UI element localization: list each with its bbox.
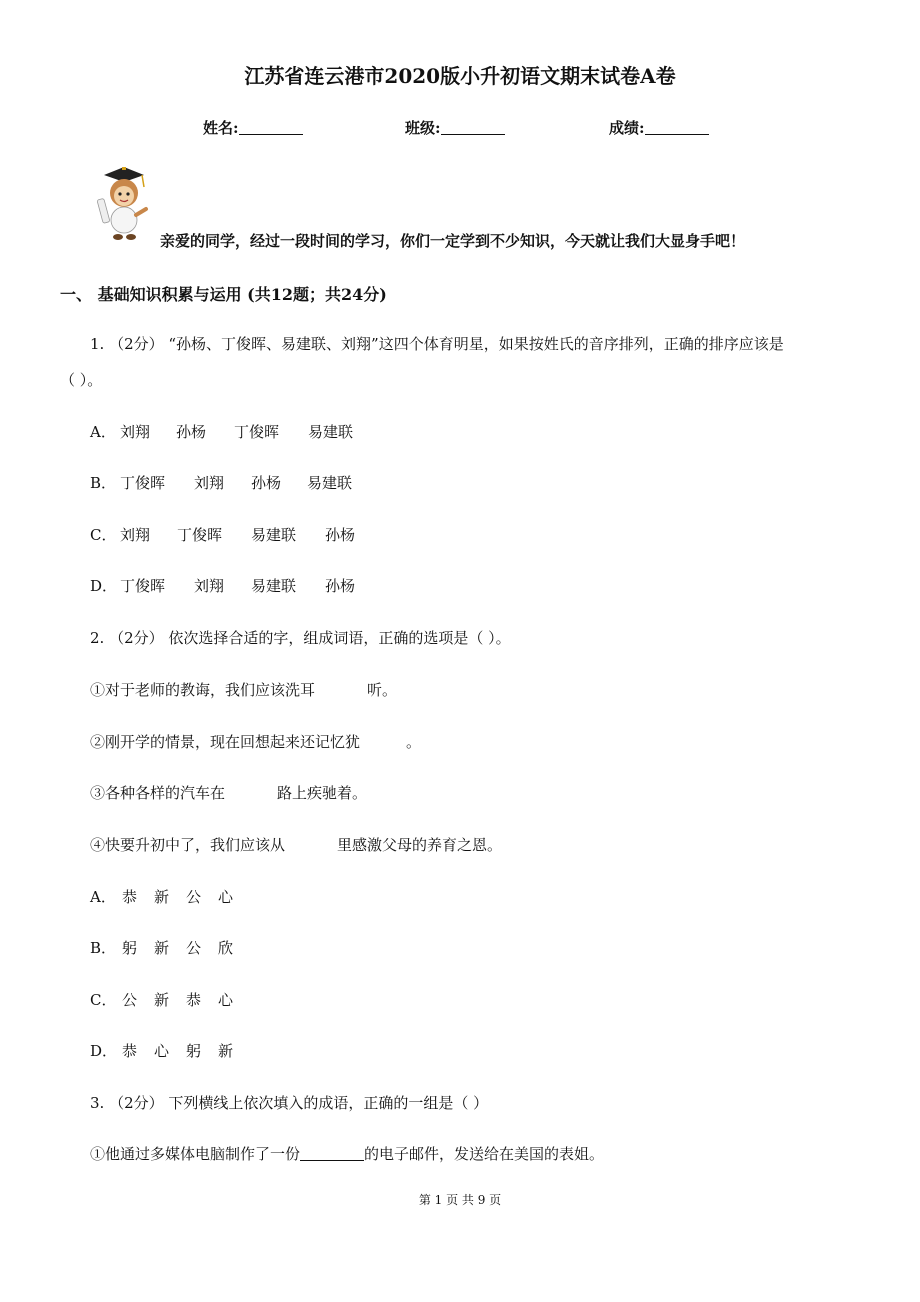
option-word: 恭 <box>122 888 138 906</box>
option-word: 刘翔 <box>120 423 151 441</box>
option-word: 刘翔 <box>194 474 225 492</box>
page-footer: 第 1 页 共 9 页 <box>418 1193 502 1207</box>
option-label: A． <box>90 423 116 441</box>
score-blank[interactable] <box>645 120 709 135</box>
option-word: 丁俊晖 <box>120 577 166 595</box>
q1-option-d[interactable] <box>90 575 355 596</box>
q2-option-c[interactable] <box>90 989 233 1010</box>
option-label: B． <box>90 474 117 492</box>
option-word: 孙杨 <box>325 526 356 544</box>
score-label: 成绩: <box>609 119 645 137</box>
q1-option-b[interactable] <box>90 472 352 493</box>
option-word: 新 <box>218 1042 234 1060</box>
option-word: 新 <box>154 939 170 957</box>
option-word: 刘翔 <box>120 526 151 544</box>
greeting-text: 亲爱的同学，经过一段时间的学习，你们一定学到不少知识，今天就让我们大显身手吧！ <box>160 232 746 250</box>
q1-stem-line2: （ ）。 <box>60 371 103 389</box>
name-field <box>203 117 303 138</box>
option-word: 恭 <box>122 1042 138 1060</box>
q1-stem-line1: 1. （2分） “孙杨、丁俊晖、易建联、刘翔”这四个体育明星，如果按姓氏的音序排列，正确的排序应该是 <box>90 335 784 353</box>
q2-option-a[interactable] <box>90 886 233 907</box>
option-word: 丁俊晖 <box>177 526 223 544</box>
option-word: 丁俊晖 <box>234 423 280 441</box>
option-word: 公 <box>122 991 138 1009</box>
name-label: 姓名: <box>203 119 239 137</box>
option-word: 心 <box>218 888 234 906</box>
q3-stem: 3. （2分） 下列横线上依次填入的成语，正确的一组是（ ） <box>90 1094 489 1112</box>
option-word: 躬 <box>186 1042 202 1060</box>
q1-option-a[interactable] <box>90 421 353 442</box>
option-word: 孙杨 <box>176 423 207 441</box>
option-word: 欣 <box>218 939 234 957</box>
option-word: 躬 <box>122 939 138 957</box>
option-label: C． <box>90 526 117 544</box>
option-word: 易建联 <box>251 577 297 595</box>
q2-option-b[interactable] <box>90 937 233 958</box>
class-field <box>405 117 505 138</box>
q1-option-c[interactable] <box>90 524 355 545</box>
q3-sentence-1 <box>90 1143 604 1164</box>
page-title: 江苏省连云港市2020版小升初语文期末试卷A卷 <box>244 64 676 88</box>
sentence-text: ①他通过多媒体电脑制作了一份 <box>90 1145 301 1163</box>
name-blank[interactable] <box>239 120 303 135</box>
option-word: 新 <box>154 991 170 1009</box>
q2-stem: 2. （2分） 依次选择合适的字，组成词语，正确的选项是（ ）。 <box>90 629 511 647</box>
option-word: 孙杨 <box>251 474 282 492</box>
mascot-icon <box>86 165 156 245</box>
option-label: B． <box>90 939 117 957</box>
option-word: 公 <box>186 888 202 906</box>
q2-sentence-4 <box>90 834 502 855</box>
option-word: 丁俊晖 <box>120 474 166 492</box>
q2-sentence-3 <box>90 782 367 803</box>
sentence-text: 的电子邮件，发送给在美国的表姐。 <box>364 1145 605 1163</box>
q2-sentence-1 <box>90 679 397 700</box>
sentence-text: 路上疾驰着。 <box>277 784 368 802</box>
option-label: A． <box>90 888 116 906</box>
option-word: 新 <box>154 888 170 906</box>
option-label: C． <box>90 991 117 1009</box>
option-label: D． <box>90 1042 118 1060</box>
option-word: 刘翔 <box>194 577 225 595</box>
sentence-text: ②刚开学的情景，现在回想起来还记忆犹 <box>90 733 361 751</box>
class-blank[interactable] <box>441 120 505 135</box>
sentence-text: 里感激父母的养育之恩。 <box>337 836 503 854</box>
option-word: 孙杨 <box>325 577 356 595</box>
option-word: 心 <box>154 1042 170 1060</box>
q2-sentence-2 <box>90 731 421 752</box>
sentence-text: ③各种各样的汽车在 <box>90 784 226 802</box>
option-word: 易建联 <box>251 526 297 544</box>
fill-blank[interactable] <box>300 1146 364 1161</box>
option-word: 易建联 <box>307 474 353 492</box>
sentence-text: 听。 <box>367 681 398 699</box>
sentence-text: 。 <box>406 733 422 751</box>
score-field <box>609 117 709 138</box>
option-word: 公 <box>186 939 202 957</box>
class-label: 班级: <box>405 119 441 137</box>
q2-option-d[interactable] <box>90 1040 233 1061</box>
option-word: 恭 <box>186 991 202 1009</box>
option-word: 易建联 <box>308 423 354 441</box>
option-label: D． <box>90 577 118 595</box>
sentence-text: ④快要升初中了，我们应该从 <box>90 836 286 854</box>
section-1-heading: 一、 基础知识积累与运用 (共12题；共24分) <box>60 285 387 304</box>
option-word: 心 <box>218 991 234 1009</box>
sentence-text: ①对于老师的教诲，我们应该洗耳 <box>90 681 316 699</box>
